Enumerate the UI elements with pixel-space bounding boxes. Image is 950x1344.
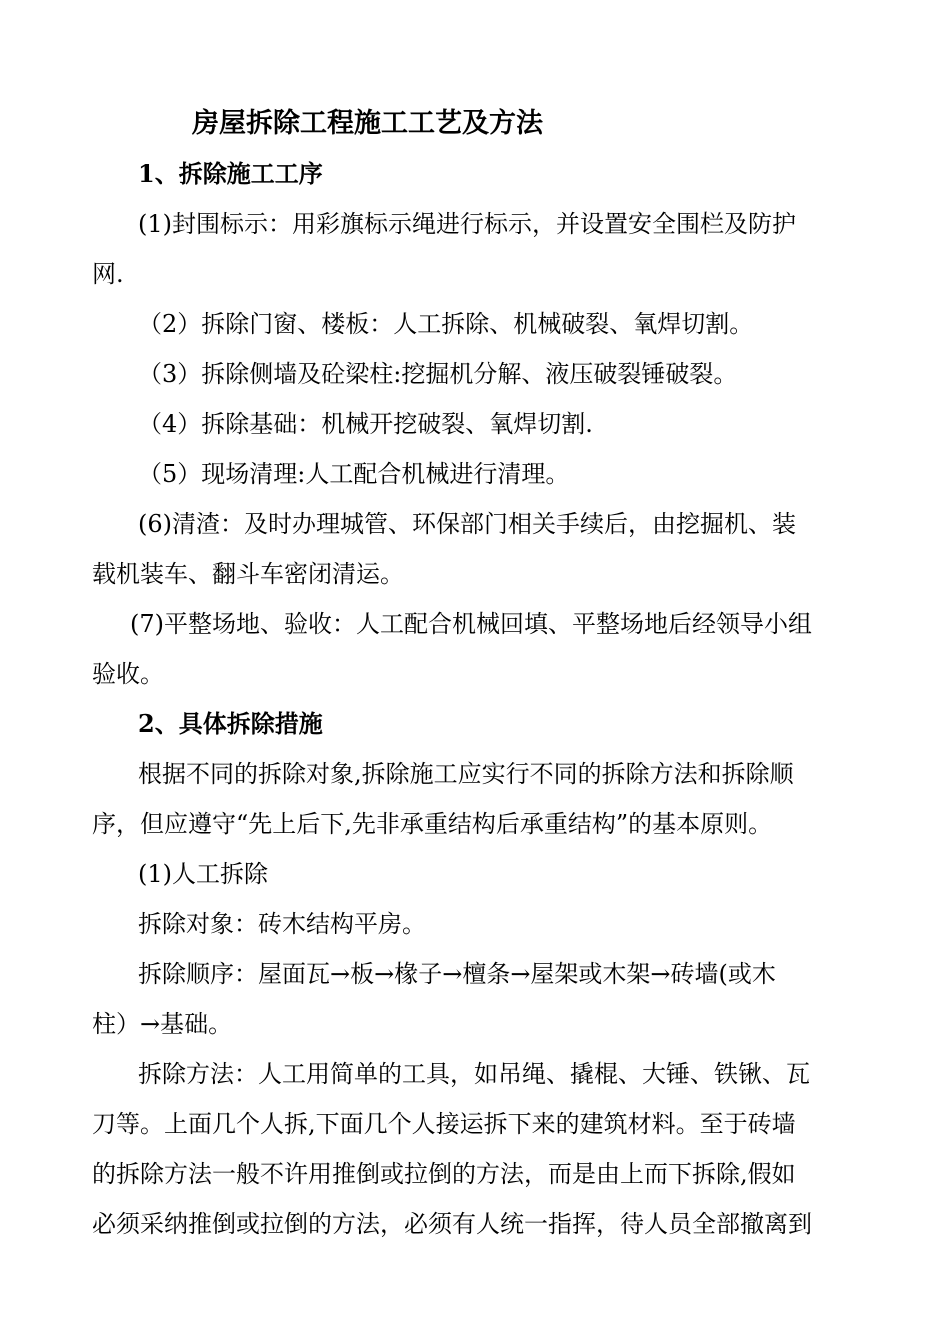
paragraph-line: (1)封围标示：用彩旗标示绳进行标示，并设置安全围栏及防护	[138, 210, 796, 238]
paragraph-line: （5）现场清理:人工配合机械进行清理。	[138, 460, 570, 488]
paragraph-line: 验收。	[92, 660, 164, 688]
paragraph-line: （3）拆除侧墙及砼梁柱:挖掘机分解、液压破裂锤破裂。	[138, 360, 738, 388]
subsection-heading: (1)人工拆除	[138, 860, 268, 888]
section-heading-1: 1、拆除施工工序	[138, 159, 323, 188]
paragraph-line: 拆除方法：人工用简单的工具，如吊绳、撬棍、大锤、铁锹、瓦	[138, 1060, 810, 1088]
section-heading-2: 2、具体拆除措施	[138, 709, 323, 738]
paragraph-line: (6)清渣：及时办理城管、环保部门相关手续后，由挖掘机、装	[138, 510, 796, 538]
document-title: 房屋拆除工程施工工艺及方法	[192, 108, 543, 139]
paragraph-line: 拆除顺序：屋面瓦→板→椽子→檀条→屋架或木架→砖墙(或木	[138, 960, 776, 988]
paragraph-line: 的拆除方法一般不许用推倒或拉倒的方法，而是由上而下拆除,假如	[92, 1160, 796, 1188]
paragraph-line: 拆除对象：砖木结构平房。	[138, 910, 426, 938]
paragraph-line: 网.	[92, 260, 124, 288]
paragraph-line: 刀等。上面几个人拆,下面几个人接运拆下来的建筑材料。至于砖墙	[92, 1110, 796, 1138]
paragraph-line: 序，但应遵守“先上后下,先非承重结构后承重结构”的基本原则。	[92, 810, 773, 838]
paragraph-line: 柱）→基础。	[92, 1010, 233, 1038]
paragraph-line: 根据不同的拆除对象,拆除施工应实行不同的拆除方法和拆除顺	[138, 760, 794, 788]
paragraph-line: 必须采纳推倒或拉倒的方法，必须有人统一指挥，待人员全部撤离到	[92, 1210, 812, 1238]
paragraph-line: 载机装车、翻斗车密闭清运。	[92, 560, 404, 588]
paragraph-line: （4）拆除基础：机械开挖破裂、氧焊切割.	[138, 410, 593, 438]
paragraph-line: （2）拆除门窗、楼板：人工拆除、机械破裂、氧焊切割。	[138, 310, 754, 338]
paragraph-line: (7)平整场地、验收：人工配合机械回填、平整场地后经领导小组	[130, 610, 812, 638]
